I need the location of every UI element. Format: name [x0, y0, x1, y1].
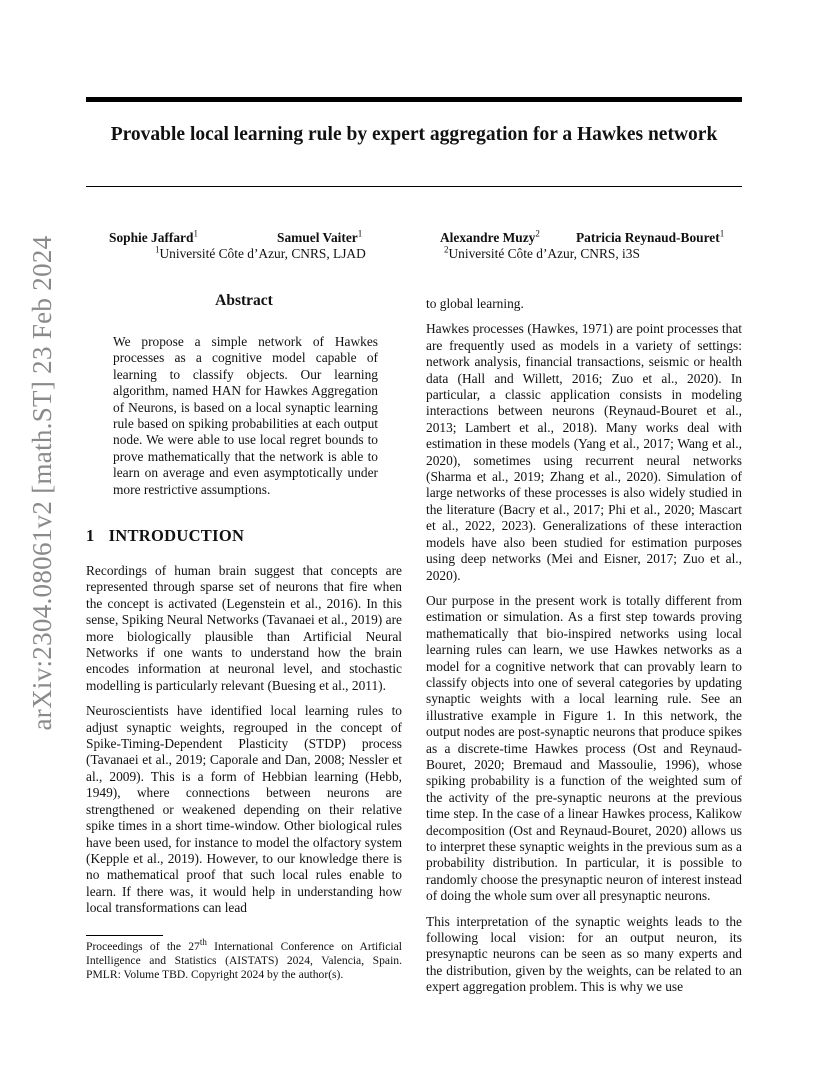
arxiv-stamp: arXiv:2304.08061v2 [math.ST] 23 Feb 2024 — [27, 235, 57, 731]
right-column — [426, 296, 742, 1005]
paragraph: Our purpose in the present work is totally different from estimation or simulation. As a first step towards proving mathematically that bio-inspired networks using local learning rules can learn, we use Hawkes networks as a model for a cognitive network that can provably learn to classify objects into one of several categories by updating synaptic weights with a local learning rule. See an illustrative example in Figure 1. In this network, the output nodes are post-synaptic neurons that produce spikes as a discrete-time Hawkes process (Ost and Reynaud-Bouret, 2020; Bremaud and Massoulie, 1996), whose spiking probability is a function of the weighted sum of the activity of the pre-synaptic neurons at the previous time step. In the case of a linear Hawkes process, Kalikow decomposition (Ost and Reynaud-Bouret, 2020) allows us to interpret these synaptic weights in the previous sum as a probability distribution. In particular, it is possible to randomly choose the presynaptic neuron of interest instead of doing the whole sum over all presynaptic neurons. — [426, 592, 742, 904]
affiliation-2: $^2$Université Côte d’Azur, CNRS, i3S — [444, 244, 640, 261]
paragraph: to global learning. — [426, 296, 524, 311]
title-top-rule — [86, 97, 742, 102]
abstract-body: We propose a simple network of Hawkes processes as a cognitive model capable of learning to classify objects. Our learning algorithm, named HAN for Hawkes Aggregation of Neurons, is based on a local synaptic learning rule based on spiking probabilities at each output node. We were able to use local regret bounds to prove mathematically that the network is able to learn on average and even asymptotically under more restrictive assumptions. — [113, 334, 378, 497]
paragraph: Hawkes processes (Hawkes, 1971) are point processes that are frequently used as models in a variety of settings: network analysis, financial transactions, seismic or health data (Hall and Willett, 2016; Zuo et al., 2020). In particular, a classic application consists in modeling interactions between neurons (Reynaud-Bouret et al., 2013; Lambert et al., 2018). Many works deal with estimation in these models (Yang et al., 2017; Wang et al., 2020), sometimes using recurrent neural networks (Sharma et al., 2019; Zhang et al., 2020). Simulation of large networks of these processes is also widely studied in the literature (Bacry et al., 2017; Phi et al., 2020; Mascart et al., 2022, 2023). Generalizations of these interaction models have also been studied for estimation purposes using deep networks (Mei and Eisner, 2017; Zuo et al., 2020). — [426, 321, 742, 583]
section-heading: 1 INTRODUCTION — [86, 526, 245, 545]
paragraph: This interpretation of the synaptic weights leads to the following local vision: for an output neuron, its presynaptic neurons can be seen as so many experts and the distribution, given by the weights, can be related to an expert aggregation problem. This is why we use — [426, 913, 742, 995]
left-column — [86, 563, 402, 926]
paragraph: Neuroscientists have identified local learning rules to adjust synaptic weights, regrouped in the concept of Spike-Timing-Dependent Plasticity (STDP) process (Tavanaei et al., 2019; Caporale and Dan, 2008; Nessler et al., 2009). This is a form of Hebbian learning (Hebb, 1949), where connections between neurons are strengthened or weakened depending on their relative spike times in a short time-window. Other biological rules have been used, for instance to model the olfactory system (Kepple et al., 2019). However, to our knowledge there is no mathematical proof that such local rules enable to learn. If there was, it would help in understanding how local transformations can lead — [86, 703, 402, 916]
paragraph: Recordings of human brain suggest that concepts are represented through sparse set of neurons that fire when the concept is activated (Legenstein et al., 2016). In this sense, Spiking Neural Networks (Tavanaei et al., 2019) are more biologically plausible than Artificial Neural Networks if one wants to understand how the brain encodes information at neuronal level, and stochastic modelling is particularly relevant (Buesing et al., 2011). — [86, 563, 402, 693]
title-bottom-rule — [86, 186, 742, 187]
paper-title: Provable local learning rule by expert aggregation for a Hawkes network — [110, 124, 718, 145]
author-2: Samuel Vaiter$^1$ — [277, 228, 363, 245]
author-1: Sophie Jaffard$^1$ — [109, 228, 198, 245]
abstract-heading: Abstract — [215, 292, 273, 309]
author-4: Patricia Reynaud-Bouret$^1$ — [576, 228, 725, 245]
footnote-rule — [86, 935, 163, 936]
affiliation-1: $^1$Université Côte d’Azur, CNRS, LJAD — [155, 244, 366, 261]
footnote: Proceedings of the 27th International Conference on Artificial Intelligence and Statistics (AISTATS) 2024, Valencia, Spain. PMLR: Volume TBD. Copyright 2024 by the author(s). — [86, 937, 403, 981]
author-3: Alexandre Muzy$^2$ — [440, 228, 540, 245]
